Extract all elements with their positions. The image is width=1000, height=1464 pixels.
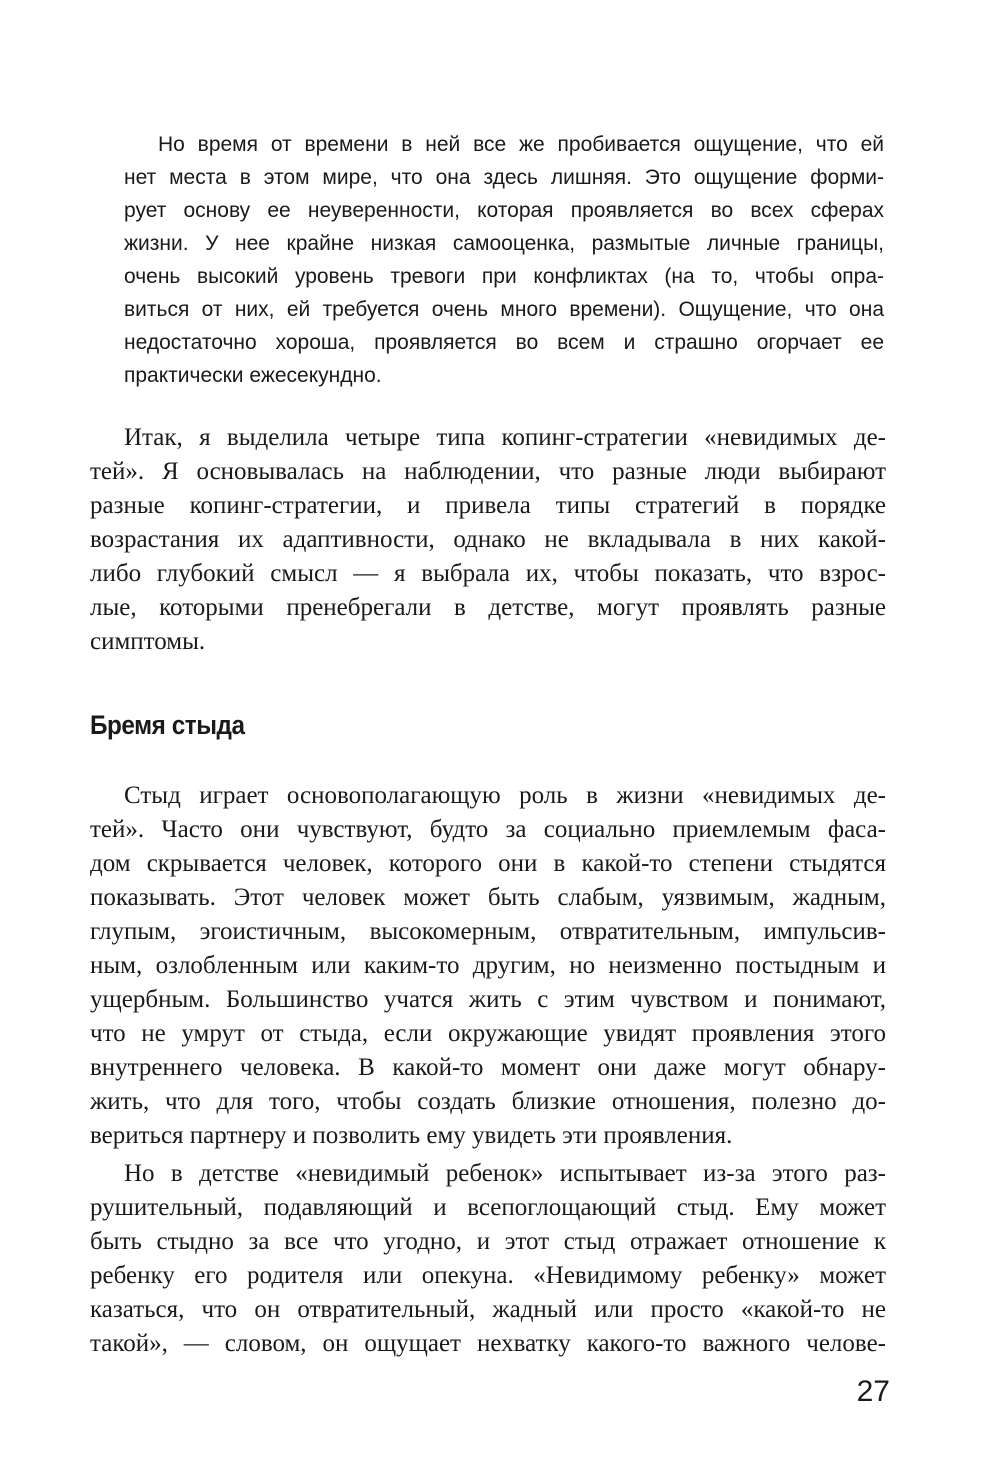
- section-heading: Бремя стыда: [90, 710, 245, 740]
- text-line: такой», — словом, он ощущает нехватку какого-то важного челове-: [90, 1330, 886, 1357]
- text-line: недостаточно хороша, проявляется во всем и страшно огорчает ее: [124, 331, 884, 354]
- text-line: тей». Часто они чувствуют, будто за социально приемлемым фаса-: [90, 816, 886, 843]
- text-line: ным, озлобленным или каким-то другим, но неизменно постыдным и: [90, 952, 886, 979]
- text-line: внутреннего человека. В какой-то момент они даже могут обнару-: [90, 1054, 886, 1081]
- text-line: тей». Я основывалась на наблюдении, что разные люди выбирают: [90, 458, 886, 485]
- text-line: виться от них, ей требуется очень много времени). Ощущение, что она: [124, 298, 884, 321]
- text-line: быть стыдно за все что угодно, и этот стыд отражает отношение к: [90, 1228, 886, 1255]
- text-line: возрастания их адаптивности, однако не вкладывала в них какой-: [90, 526, 886, 553]
- text-line: жизни. У нее крайне низкая самооценка, размытые личные границы,: [124, 232, 884, 255]
- text-line: показывать. Этот человек может быть слабым, уязвимым, жадным,: [90, 884, 886, 911]
- text-line: вериться партнеру и позволить ему увидеть эти проявления.: [90, 1122, 733, 1149]
- text-line: Стыд играет основополагающую роль в жизни «невидимых де-: [124, 782, 886, 809]
- text-line: ребенку его родителя или опекуна. «Невидимому ребенку» может: [90, 1262, 886, 1289]
- page-number: 27: [856, 1375, 890, 1408]
- text-line: очень высокий уровень тревоги при конфликтах (на то, чтобы опра-: [124, 265, 884, 288]
- text-line: рушительный, подавляющий и всепоглощающий стыд. Ему может: [90, 1194, 886, 1221]
- text-line: нет места в этом мире, что она здесь лишняя. Это ощущение форми-: [124, 166, 884, 189]
- text-line: разные копинг-стратегии, и привела типы стратегий в порядке: [90, 492, 886, 519]
- text-line: Но в детстве «невидимый ребенок» испытывает из-за этого раз-: [124, 1160, 886, 1187]
- text-line: Итак, я выделила четыре типа копинг-стратегии «невидимых де-: [124, 424, 886, 451]
- text-line: практически ежесекундно.: [124, 364, 382, 387]
- text-line: дом скрывается человек, которого они в какой-то степени стыдятся: [90, 850, 886, 877]
- text-line: казаться, что он отвратительный, жадный или просто «какой-то не: [90, 1296, 886, 1323]
- text-line: ущербным. Большинство учатся жить с этим чувством и понимают,: [90, 986, 886, 1013]
- text-line: глупым, эгоистичным, высокомерным, отвратительным, импульсив-: [90, 918, 886, 945]
- text-line: симптомы.: [90, 628, 206, 655]
- text-line: Но время от времени в ней все же пробивается ощущение, что ей: [158, 133, 884, 156]
- text-line: рует основу ее неуверенности, которая проявляется во всех сферах: [124, 199, 884, 222]
- text-line: жить, что для того, чтобы создать близкие отношения, полезно до-: [90, 1088, 886, 1115]
- text-line: лые, которыми пренебрегали в детстве, могут проявлять разные: [90, 594, 886, 621]
- text-line: что не умрут от стыда, если окружающие увидят проявления этого: [90, 1020, 886, 1047]
- text-line: либо глубокий смысл — я выбрала их, чтобы показать, что взрос-: [90, 560, 886, 587]
